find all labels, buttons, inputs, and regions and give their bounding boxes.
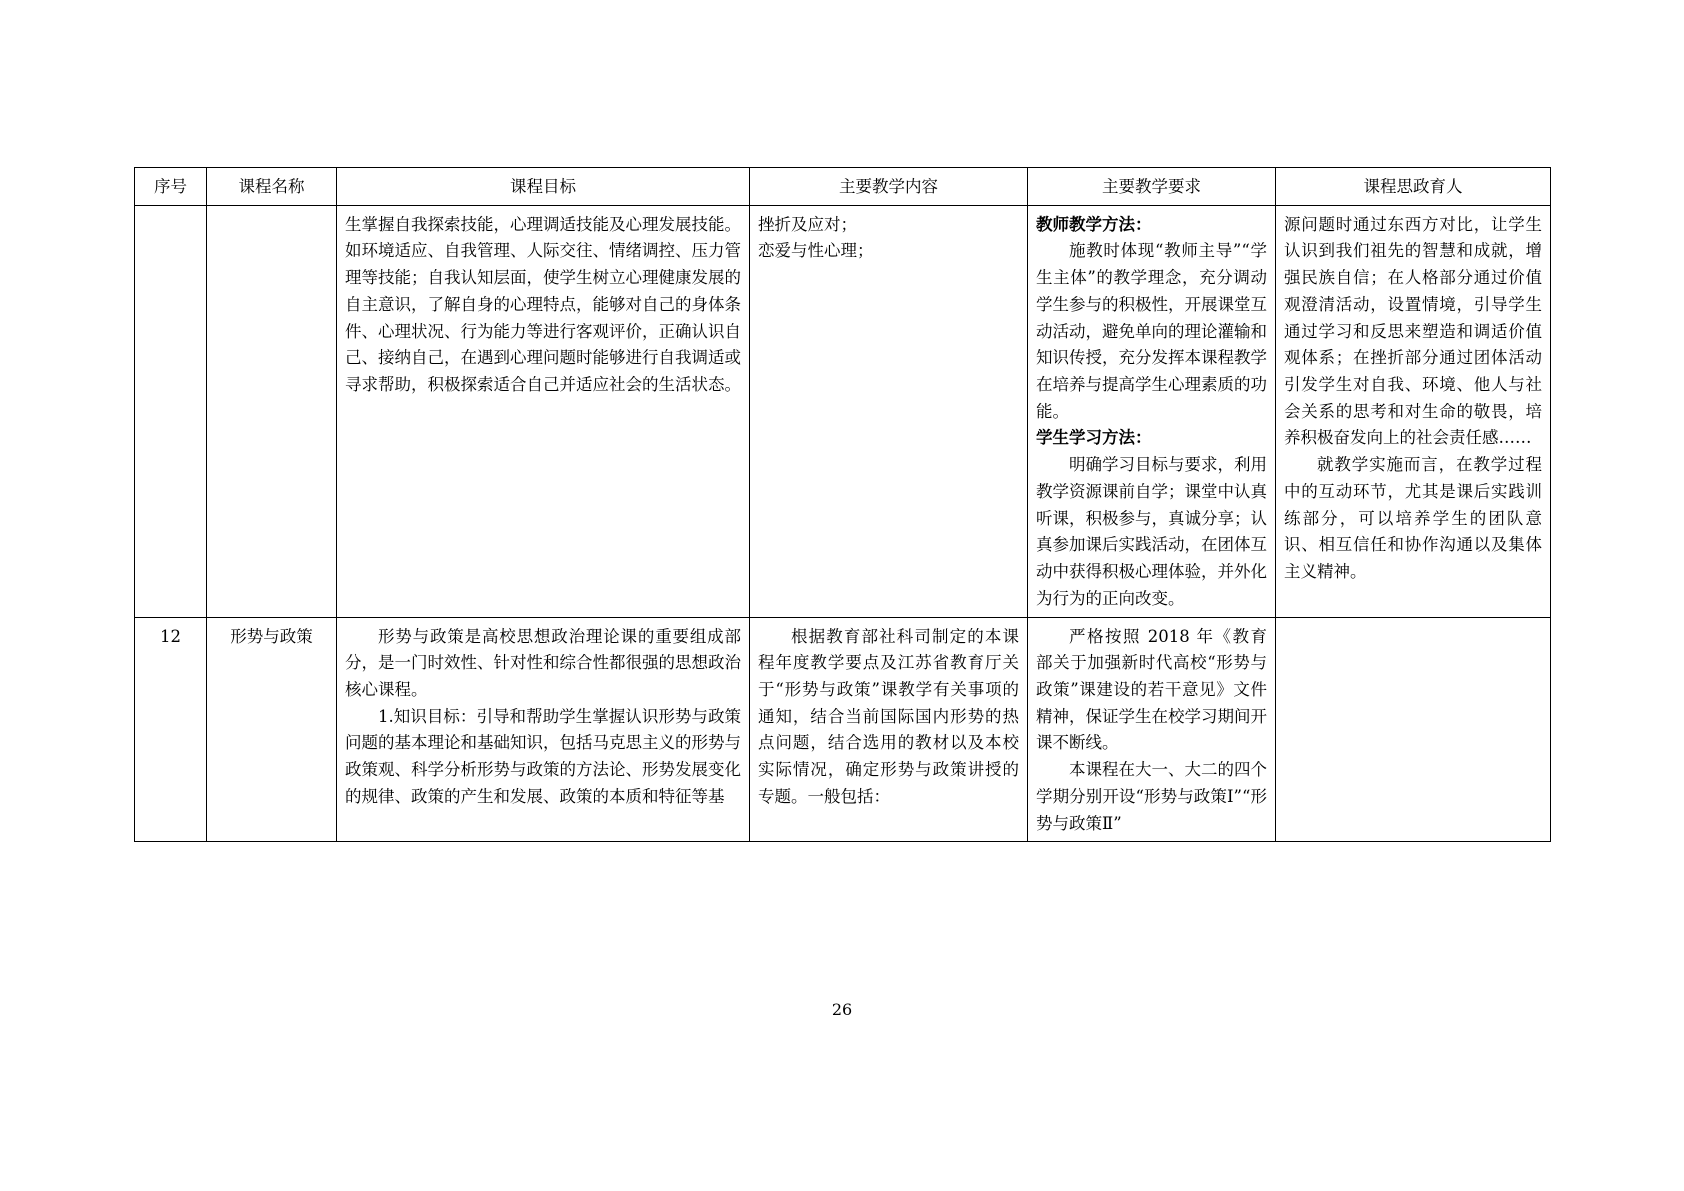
cell-course-objective xyxy=(337,617,750,842)
cell-seq xyxy=(135,205,207,617)
cell-course-name: 形势与政策 xyxy=(207,617,337,842)
column-header-course-name: 课程名称 xyxy=(207,168,337,206)
paragraph: 生掌握自我探索技能，心理调适技能及心理发展技能。如环境适应、自我管理、人际交往、情绪调控、压力管理等技能；自我认知层面，使学生树立心理健康发展的自主意识，了解自身的心理特点，能够对自己的身体条件、心理状况、行为能力等进行客观评价，正确认识自己、接纳自己，在遇到心理问题时能够进行自我调适或寻求帮助，积极探索适合自己并适应社会的生活状态。 xyxy=(345,214,741,395)
column-header-main-content: 主要教学内容 xyxy=(750,168,1028,206)
cell-seq: 12 xyxy=(135,617,207,842)
cell-main-requirements xyxy=(1028,617,1276,842)
cell-main-content xyxy=(750,617,1028,842)
paragraph: 就教学实施而言，在教学过程中的互动环节，尤其是课后实践训练部分，可以培养学生的团队意识、相互信任和协作沟通以及集体主义精神。 xyxy=(1284,455,1542,582)
paragraph-heading: 学生学习方法： xyxy=(1036,428,1152,448)
paragraph: 明确学习目标与要求，利用教学资源课前自学；课堂中认真听课，积极参与，真诚分享；认真参加课后实践活动，在团体互动中获得积极心理体验，并外化为行为的正向改变。 xyxy=(1036,455,1267,608)
paragraph: 1.知识目标：引导和帮助学生掌握认识形势与政策问题的基本理论和基础知识，包括马克思主义的形势与政策观、科学分析形势与政策的方法论、形势发展变化的规律、政策的产生和发展、政策的本质和特征等基 xyxy=(345,706,741,806)
page-number: 26 xyxy=(831,1000,853,1019)
cell-main-requirements xyxy=(1028,205,1276,617)
cell-ideological-education xyxy=(1276,205,1551,617)
paragraph-heading: 教师教学方法： xyxy=(1036,214,1152,234)
paragraph: 施教时体现“教师主导”“学生主体”的教学理念，充分调动学生参与的积极性，开展课堂互动活动，避免单向的理论灌输和知识传授，充分发挥本课程教学在培养与提高学生心理素质的功能。 xyxy=(1036,241,1267,421)
course-table-container xyxy=(134,167,1550,842)
column-header-seq: 序号 xyxy=(135,168,207,206)
paragraph: 本课程在大一、大二的四个学期分别开设“形势与政策Ⅰ”“形势与政策Ⅱ” xyxy=(1036,760,1267,833)
cell-course-objective xyxy=(337,205,750,617)
cell-ideological-education xyxy=(1276,617,1551,842)
paragraph: 源问题时通过东西方对比，让学生认识到我们祖先的智慧和成就，增强民族自信；在人格部分通过价值观澄清活动，设置情境，引导学生通过学习和反思来塑造和调适价值观体系；在挫折部分通过团体活动引发学生对自我、环境、他人与社会关系的思考和对生命的敬畏，培养积极奋发向上的社会责任感…… xyxy=(1284,214,1542,448)
paragraph: 根据教育部社科司制定的本课程年度教学要点及江苏省教育厅关于“形势与政策”课教学有关事项的通知，结合当前国际国内形势的热点问题，结合选用的教材以及本校实际情况，确定形势与政策讲授的专题。一般包括： xyxy=(758,626,1019,806)
column-header-course-objective: 课程目标 xyxy=(337,168,750,206)
table-header-row xyxy=(135,168,1551,206)
column-header-main-requirements: 主要教学要求 xyxy=(1028,168,1276,206)
paragraph: 挫折及应对； xyxy=(758,214,857,234)
table-row xyxy=(135,617,1551,842)
column-header-ideological-education: 课程思政育人 xyxy=(1276,168,1551,206)
paragraph: 严格按照 2018 年《教育部关于加强新时代高校“形势与政策”课建设的若干意见》文件精神，保证学生在校学习期间开课不断线。 xyxy=(1036,626,1267,753)
cell-course-name xyxy=(207,205,337,617)
course-table xyxy=(134,167,1551,842)
cell-main-content xyxy=(750,205,1028,617)
table-row xyxy=(135,205,1551,617)
paragraph: 恋爱与性心理； xyxy=(758,241,874,261)
paragraph: 形势与政策是高校思想政治理论课的重要组成部分，是一门时效性、针对性和综合性都很强的思想政治核心课程。 xyxy=(345,626,741,699)
